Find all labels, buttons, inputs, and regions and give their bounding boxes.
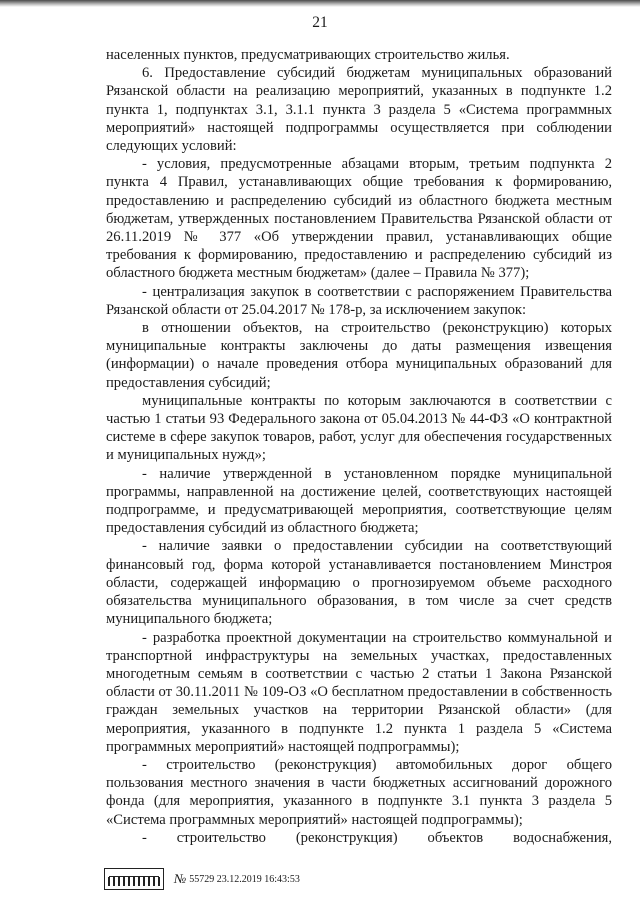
paragraph: 6. Предоставление субсидий бюджетам муниципальных образований Рязанской области на реализацию мероприятий, указанных в подпункте 1.2 пункта 1, подпунктах 3.1, 3.1.1 пункта 3 раздела 5 «Система программных мероприятий» настоящей подпрограммы осуществляется при соблюдении следующих условий: bbox=[106, 65, 612, 155]
document-footer bbox=[104, 867, 300, 891]
paragraph: - наличие утвержденной в установленном порядке муниципальной программы, направленной на достижение целей, соответствующих настоящей подпрограмме, и предусматривающей мероприятия, соответствующие целям предоставления субсидий из областного бюджета; bbox=[106, 465, 612, 537]
paragraph: - строительство (реконструкция) автомобильных дорог общего пользования местного значения в части бюджетных ассигнований дорожного фонда (для мероприятия, указанного в подпункте 3.1 пункта 3 раздела 5 «Система программных мероприятий» настоящей подпрограммы); bbox=[106, 756, 612, 828]
paragraph: в отношении объектов, на строительство (реконструкцию) которых муниципальные контракты заключены до даты размещения извещения (информации) о начале проведения отбора муниципальных образований для предоставления субсидий; bbox=[106, 320, 612, 391]
paragraph: населенных пунктов, предусматривающих строительство жилья. bbox=[106, 47, 510, 63]
scan-top-edge bbox=[0, 0, 640, 7]
paragraph: муниципальные контракты по которым заключаются в соответствии с частью 1 статьи 93 Федерального закона от 05.04.2013 № 44-ФЗ «О контрактной системе в сфере закупок товаров, работ, услуг для обеспечения государственных и муниципальных нужд»; bbox=[106, 392, 612, 464]
document-body bbox=[106, 46, 612, 847]
paragraph: - строительство (реконструкция) объектов водоснабжения, bbox=[142, 829, 612, 846]
paragraph: - централизация закупок в соответствии с распоряжением Правительства Рязанской области от 25.04.2017 № 178-р, за исключением закупок: bbox=[106, 283, 612, 318]
footer-registration-text: 55729 23.12.2019 16:43:53 bbox=[189, 873, 300, 885]
footer-number-sign: № bbox=[174, 871, 187, 886]
paragraph: - разработка проектной документации на строительство коммунальной и транспортной инфраструктуры на земельных участках, предоставленных многодетным семьям в соответствии с частью 2 статьи 1 Закона Рязанской области от 30.11.2011 № 109-ОЗ «О бесплатном предоставлении в собственность граждан земельных участков на территории Рязанской области» (для мероприятия, указанного в подпункте 1.2 пункта 1 раздела 5 «Система программных мероприятий» настоящей подпрограммы); bbox=[106, 629, 612, 755]
paragraph: - наличие заявки о предоставлении субсидии на соответствующий финансовый год, форма которой устанавливается постановлением Минстроя области, содержащей информацию о прогнозируемом объеме расходного обязательства муниципального образования, в том числе за счет средств муниципального бюджета; bbox=[106, 538, 612, 628]
paragraph: - условия, предусмотренные абзацами вторым, третьим подпункта 2 пункта 4 Правил, устанавливающих общие требования к формированию, предоставлению и распределению субсидий из областного бюджета местным бюджетам, утвержденных постановлением Правительства Рязанской области от 26.11.2019 № 377 «Об утверждении правил, устанавливающих общие требования к формированию, предоставлению и распределению субсидий из областного бюджета местным бюджетам» (далее – Правила № 377); bbox=[106, 156, 612, 282]
government-building-stamp-icon bbox=[104, 868, 164, 890]
page-number: 21 bbox=[312, 14, 328, 31]
